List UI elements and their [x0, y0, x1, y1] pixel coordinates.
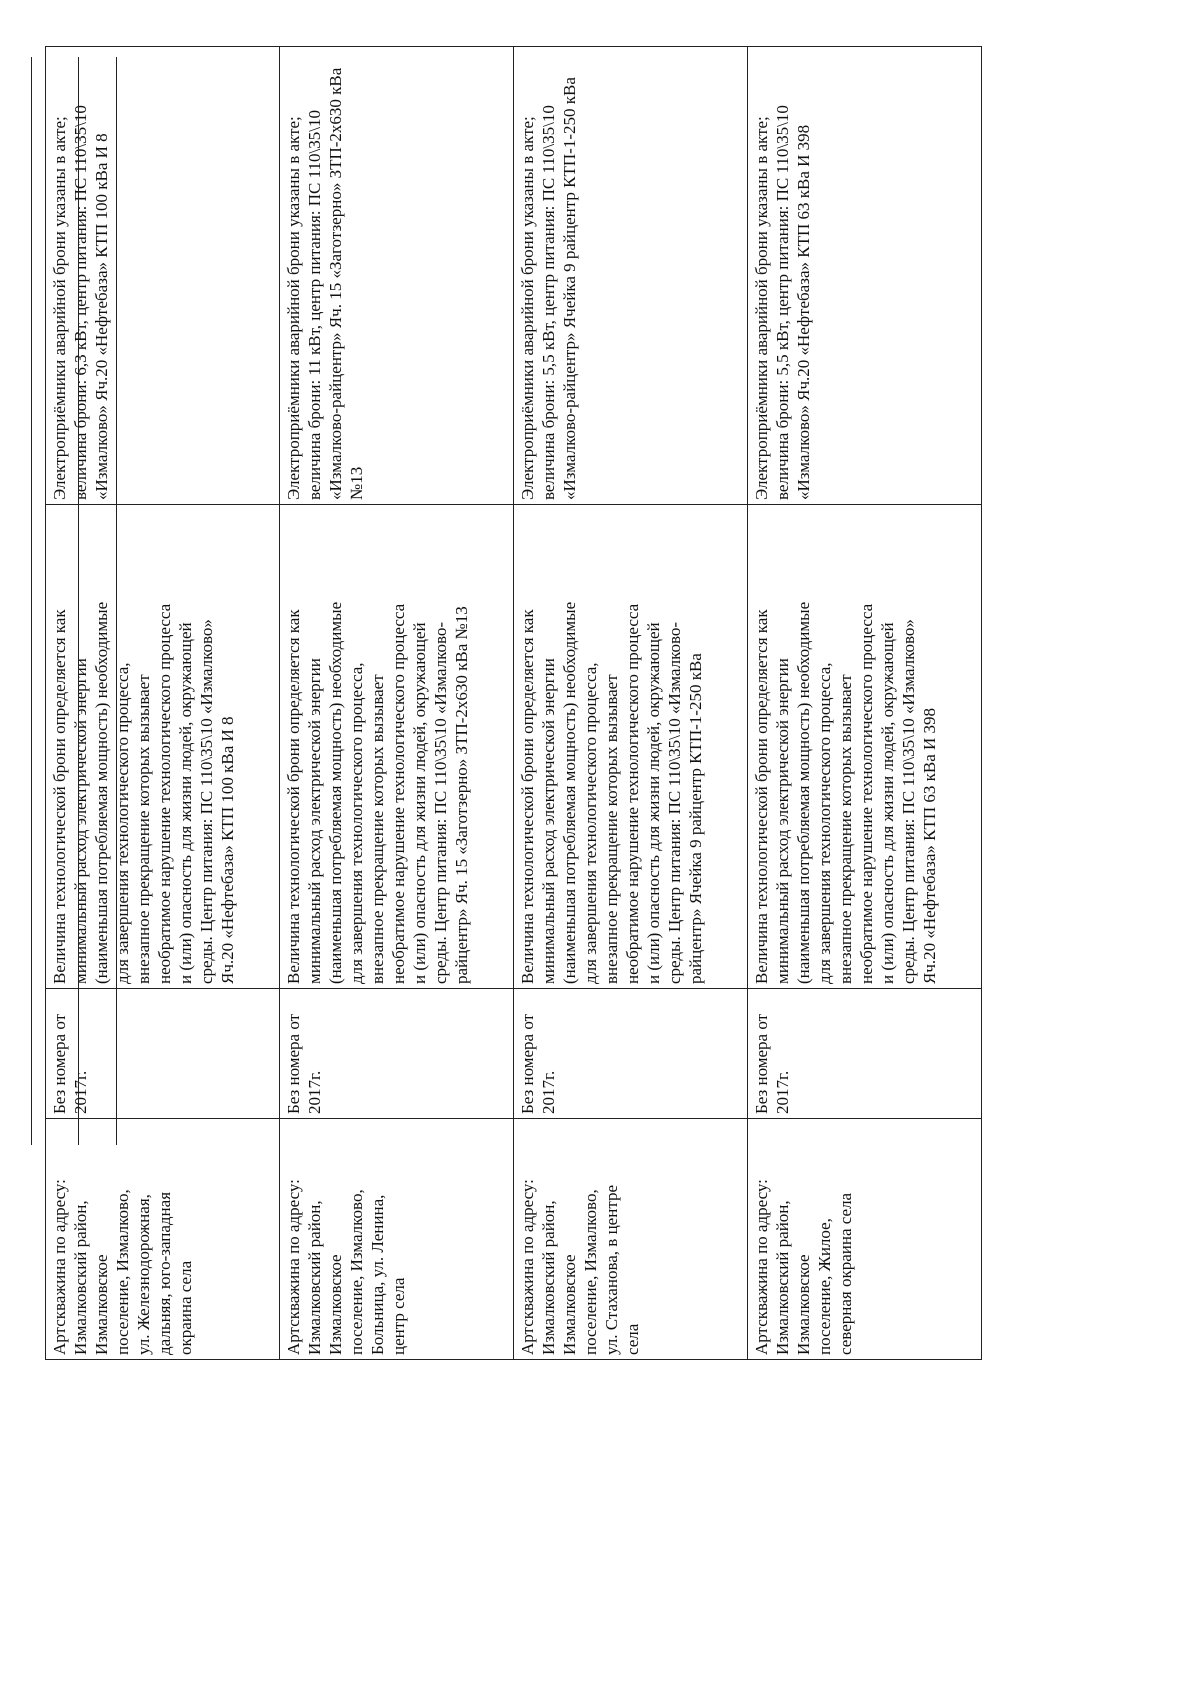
emergency-reserve-text: Электроприёмники аварийной брони указаны в акте; величина брони: 11 кВт, центр питания: ПС 110\35\10 «Измалково-райцентр» Яч. 15 «Заготзерно» ЗТП-2х630 кВа №13 [284, 67, 366, 500]
reservation-table [45, 46, 982, 1360]
table-row [46, 47, 280, 1360]
emergency-reserve-cell [748, 47, 982, 505]
tech-reserve-text: Величина технологической брони определяется как минимальный расход электрической энергии (наименьшая потребляемая мощность) необходимые для завершения технологического процесса, внезапное прекращение которых вызывает необратимое нарушение технологического процесса и (или) опасность для жизни людей, окружающей среды. Центр питания: ПС 110\35\10 «Измалково» Яч.20 «Нефтебаза» КТП 100 кВа И 8 [50, 601, 237, 984]
address-cell [514, 1119, 748, 1360]
emergency-reserve-cell [280, 47, 514, 505]
blank-line [78, 57, 79, 1145]
tech-reserve-cell [748, 505, 982, 989]
address-cell [280, 1119, 514, 1360]
blank-line [116, 57, 117, 1145]
act-cell [280, 989, 514, 1119]
emergency-reserve-text: Электроприёмники аварийной брони указаны в акте; величина брони: 5,5 кВт, центр питания: ПС 110\35\10 «Измалково-райцентр» Ячейка 9 райцентр КТП-1-250 кВа [518, 77, 579, 500]
table-row [514, 47, 748, 1360]
emergency-reserve-cell [514, 47, 748, 505]
tech-reserve-cell [280, 505, 514, 989]
act-text: Без номера от 2017г. [50, 1013, 90, 1114]
tech-reserve-cell [46, 505, 280, 989]
address-cell [748, 1119, 982, 1360]
act-cell [46, 989, 280, 1119]
tech-reserve-text: Величина технологической брони определяется как минимальный расход электрической энергии (наименьшая потребляемая мощность) необходимые для завершения технологического процесса, внезапное прекращение которых вызывает необратимое нарушение технологического процесса и (или) опасность для жизни людей, окружающей среды. Центр питания: ПС 110\35\10 «Измалково» Яч.20 «Нефтебаза» КТП 63 кВа И 398 [752, 601, 939, 984]
address-text: Артскважина по адресу: Измалковский район, Измалковское поселение, Измалково, Больница, ул. Ленина, центр села [284, 1179, 408, 1355]
act-cell [748, 989, 982, 1119]
address-cell [46, 1119, 280, 1360]
address-text: Артскважина по адресу: Измалковский район, Измалковское поселение, Измалково, ул. Стаханова, в центре села [518, 1179, 642, 1355]
act-text: Без номера от 2017г. [284, 1013, 324, 1114]
blank-line [31, 57, 32, 1145]
act-text: Без номера от 2017г. [518, 1013, 558, 1114]
emergency-reserve-cell [46, 47, 280, 505]
act-cell [514, 989, 748, 1119]
table-row [280, 47, 514, 1360]
act-text: Без номера от 2017г. [752, 1013, 792, 1114]
address-text: Артскважина по адресу: Измалковский район, Измалковское поселение, Измалково, ул. Железнодорожная, дальняя, юго-западная окраина села [50, 1179, 195, 1355]
tech-reserve-text: Величина технологической брони определяется как минимальный расход электрической энергии (наименьшая потребляемая мощность) необходимые для завершения технологического процесса, внезапное прекращение которых вызывает необратимое нарушение технологического процесса и (или) опасность для жизни людей, окружающей среды. Центр питания: ПС 110\35\10 «Измалково- райцентр» Ячейка 9 райцентр КТП-1-250 кВа [518, 601, 705, 984]
tech-reserve-text: Величина технологической брони определяется как минимальный расход электрической энергии (наименьшая потребляемая мощность) необходимые для завершения технологического процесса, внезапное прекращение которых вызывает необратимое нарушение технологического процесса и (или) опасность для жизни людей, окружающей среды. Центр питания: ПС 110\35\10 «Измалково- райцентр» Яч. 15 «Заготзерно» ЗТП-2х630 кВа №13 [284, 601, 471, 984]
address-text: Артскважина по адресу: Измалковский район, Измалковское поселение, Жилое, северная окраина села [752, 1179, 855, 1355]
emergency-reserve-text: Электроприёмники аварийной брони указаны в акте; величина брони: 6,3 кВт, центр питания: ПС 110\35\10 «Измалково» Яч.20 «Нефтебаза» КТП 100 кВа И 8 [50, 105, 111, 500]
emergency-reserve-text: Электроприёмники аварийной брони указаны в акте; величина брони: 5,5 кВт, центр питания: ПС 110\35\10 «Измалково» Яч.20 «Нефтебаза» КТП 63 кВа И 398 [752, 105, 813, 500]
table-row [748, 47, 982, 1360]
tech-reserve-cell [514, 505, 748, 989]
